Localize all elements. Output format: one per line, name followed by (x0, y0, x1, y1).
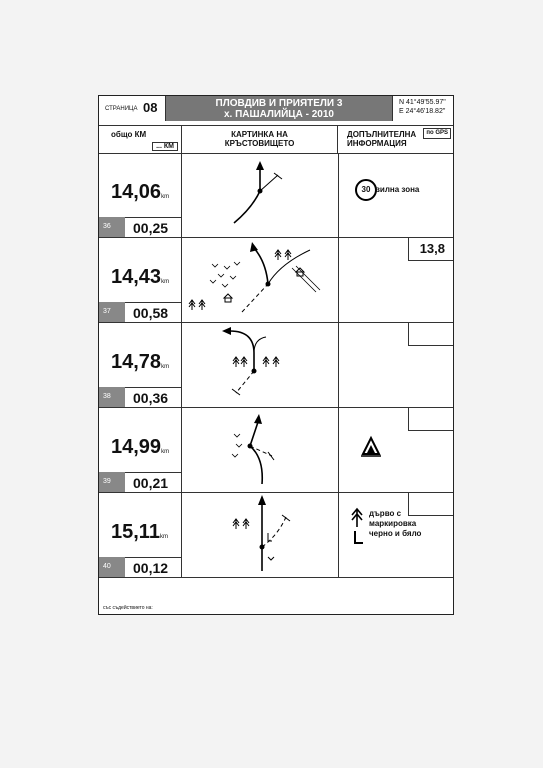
gps-tag: по GPS (423, 128, 451, 139)
route-title (166, 96, 392, 121)
partial-km: 00,36 (125, 387, 181, 407)
partial-km-header: ... КМ (152, 142, 178, 151)
column-km (99, 126, 182, 153)
table-row (99, 153, 453, 238)
column-info (339, 126, 453, 153)
row-index: 40 (99, 557, 125, 577)
km-unit: km (161, 449, 170, 455)
info-cell (339, 323, 453, 407)
total-km-value: 14,43 (111, 266, 162, 288)
gps-distance-box (408, 323, 453, 346)
table-row (99, 493, 453, 578)
info-note-line2: маркировка (369, 519, 417, 528)
warning-triangle-icon (339, 408, 453, 492)
page-number: 08 (143, 100, 158, 115)
km-cell (99, 323, 182, 407)
roadbook-sheet (98, 95, 454, 615)
page-box (99, 96, 166, 121)
total-km (111, 181, 169, 204)
junction-diagram (182, 408, 339, 492)
km-cell (99, 493, 182, 577)
km-cell (99, 238, 182, 322)
page-label: СТРАНИЦА (105, 106, 138, 112)
info-note-line1: дърво с (369, 509, 402, 518)
picture-header-line2: КРЪСТОВИЩЕТО (224, 139, 295, 148)
partial-km: 00,58 (125, 302, 181, 322)
total-km (111, 266, 169, 289)
total-km-value: 14,99 (111, 436, 162, 458)
partial-km: 00,12 (125, 557, 181, 577)
info-cell (339, 238, 453, 322)
speed-limit-sign: 30 (355, 179, 377, 201)
row-index: 38 (99, 387, 125, 407)
km-cell (99, 153, 182, 237)
table-row (99, 323, 453, 408)
info-cell (339, 408, 453, 492)
total-km (111, 351, 169, 374)
partial-km: 00,25 (125, 217, 181, 237)
picture-header-line1: КАРТИНКА НА (231, 130, 288, 139)
table-row (99, 408, 453, 493)
row-index: 36 (99, 217, 125, 237)
total-km (111, 521, 168, 544)
info-cell (339, 493, 453, 577)
total-km-value: 14,78 (111, 351, 162, 373)
total-km-header: общо КМ (111, 130, 147, 139)
km-unit: km (161, 364, 170, 370)
row-index: 37 (99, 302, 125, 322)
column-picture (182, 126, 338, 153)
table-row (99, 238, 453, 323)
total-km (111, 436, 169, 459)
info-header-line1: ДОПЪЛНИТЕЛНА (347, 130, 417, 139)
junction-diagram (182, 153, 339, 237)
info-note-line3: черно и бяло (369, 529, 422, 538)
junction-diagram (182, 238, 339, 322)
info-note: вилна зона (375, 185, 420, 194)
junction-diagram (182, 493, 339, 577)
gps-east: E 24°46'18.82" (399, 108, 446, 115)
km-cell (99, 408, 182, 492)
sponsor-footer: със съдействието на: (103, 605, 153, 611)
sheet-header (99, 96, 453, 124)
info-note (369, 509, 421, 539)
route-title-line1: ПЛОВДИВ И ПРИЯТЕЛИ 3 (215, 98, 343, 109)
partial-km: 00,21 (125, 472, 181, 492)
total-km-value: 14,06 (111, 181, 162, 203)
row-index: 39 (99, 472, 125, 492)
gps-distance: 13,8 (419, 241, 445, 256)
km-unit: km (161, 194, 170, 200)
info-header-line2: ИНФОРМАЦИЯ (347, 139, 407, 148)
gps-coordinates (392, 96, 453, 121)
column-header (99, 125, 453, 154)
info-cell (339, 153, 453, 237)
km-unit: km (161, 279, 170, 285)
total-km-value: 15,11 (111, 521, 160, 543)
route-title-line2: х. ПАШАЛИЙЦА - 2010 (224, 109, 334, 120)
junction-diagram (182, 323, 339, 407)
gps-north: N 41°49'55.97" (399, 99, 446, 106)
km-unit: km (159, 534, 168, 540)
